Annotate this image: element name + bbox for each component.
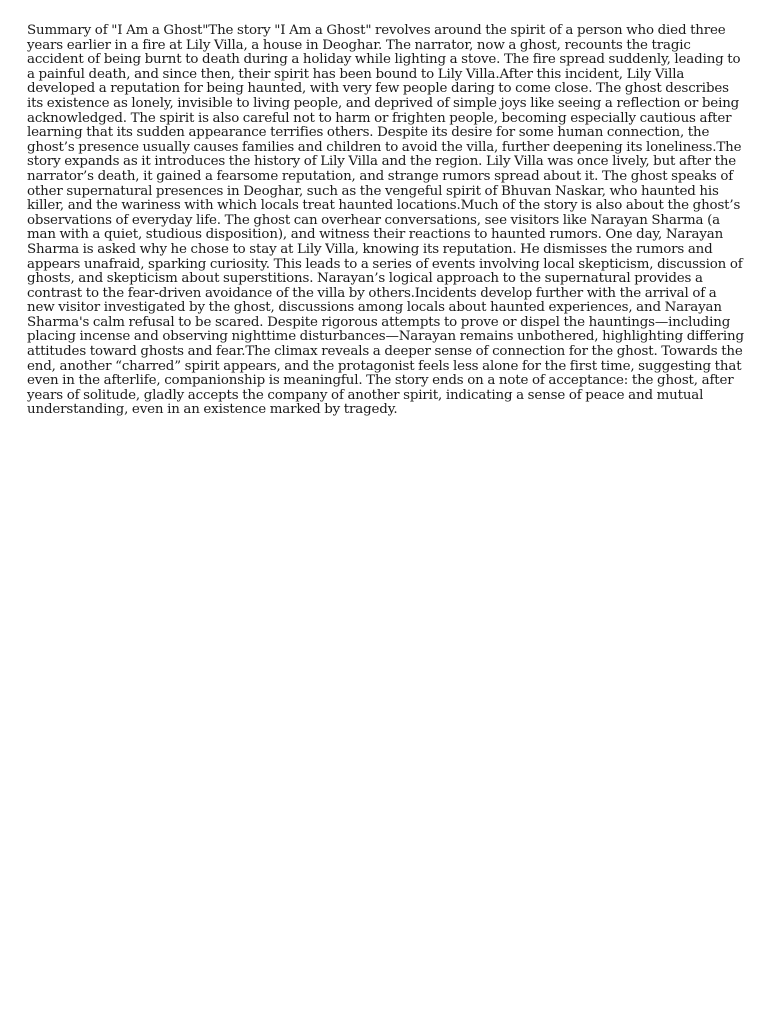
summary-paragraph: Summary of "I Am a Ghost"The story "I Am a Ghost" revolves around the spirit of a person who died three years earlier in a fire at Lily Villa, a house in Deoghar. The narrator, now a ghost, recounts the tragic accident of being burnt to death during a holiday while lighting a stove. The fire spread suddenly, leading to a painful death, and since then, their spirit has been bound to Lily Villa.After this incident, Lily Villa developed a reputation for being haunted, with very few people daring to come close. The ghost describes its existence as lonely, invisible to living people, and deprived of simple joys like seeing a reflection or being acknowledged. The spirit is also careful not to harm or frighten people, becoming especially cautious after learning that its sudden appearance terrifies others. Despite its desire for some human connection, the ghost’s presence usually causes families and children to avoid the villa, further deepening its loneliness.The story expands as it introduces the history of Lily Villa and the region. Lily Villa was once lively, but after the narrator’s death, it gained a fearsome reputation, and strange rumors spread about it. The ghost speaks of other supernatural presences in Deoghar, such as the vengeful spirit of Bhuvan Naskar, who haunted his killer, and the wariness with which locals treat haunted locations.Much of the story is also about the ghost’s observations of everyday life. The ghost can overhear conversations, see visitors like Narayan Sharma (a man with a quiet, studious disposition), and witness their reactions to haunted rumors. One day, Narayan Sharma is asked why he chose to stay at Lily Villa, knowing its reputation. He dismisses the rumors and appears unafraid, sparking curiosity. This leads to a series of events involving local skepticism, discussion of ghosts, and skepticism about superstitions. Narayan’s logical approach to the supernatural provides a contrast to the fear-driven avoidance of the villa by others.Incidents develop further with the arrival of a new visitor investigated by the ghost, discussions among locals about haunted experiences, and Narayan Sharma's calm refusal to be scared. Despite rigorous attempts to prove or dispel the hauntings—including placing incense and observing nighttime disturbances—Narayan remains unbothered, highlighting differing attitudes toward ghosts and fear.The climax reveals a deeper sense of connection for the ghost. Towards the end, another “charred” spirit appears, and the protagonist feels less alone for the first time, suggesting that even in the afterlife, companionship is meaningful. The story ends on a note of acceptance: the ghost, after years of solitude, gladly accepts the company of another spirit, indicating a sense of peace and mutual understanding, even in an existence marked by tragedy. bbox=[27, 23, 744, 418]
